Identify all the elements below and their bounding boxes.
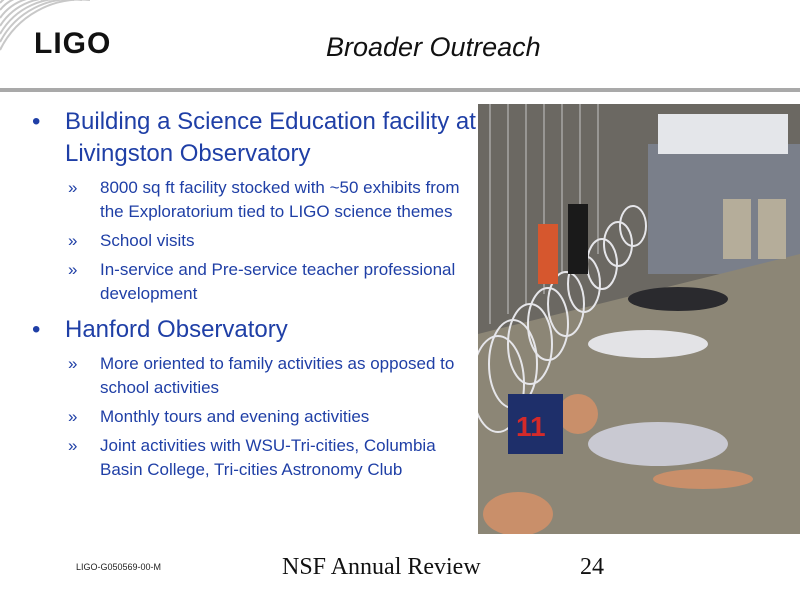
sub-bullet-text: Joint activities with WSU-Tri-cities, Columbia Basin College, Tri-cities Astronomy Club: [100, 436, 436, 479]
sub-bullet-marker-icon: »: [68, 354, 78, 373]
bullet-dot-icon: •: [32, 316, 41, 343]
bullet-item: [30, 106, 480, 170]
document-id: LIGO-G050569-00-M: [76, 562, 162, 572]
sub-bullet-item: [30, 434, 480, 482]
header-divider: [0, 88, 800, 92]
sub-bullet-marker-icon: »: [68, 260, 78, 279]
bullet-item: [30, 314, 480, 346]
bullet-text: Hanford Observatory: [65, 316, 288, 343]
sub-bullet-text: More oriented to family activities as opposed to school activities: [100, 354, 455, 397]
slide-title: Broader Outreach: [326, 32, 541, 62]
sub-bullet-marker-icon: »: [68, 231, 78, 250]
sub-bullet-item: [30, 258, 480, 306]
ligo-logo: LIGO: [34, 27, 112, 60]
sub-bullet-item: [30, 176, 480, 224]
sub-bullet-item: [30, 405, 480, 429]
sub-bullet-text: Monthly tours and evening activities: [100, 407, 370, 426]
sub-bullet-marker-icon: »: [68, 436, 78, 455]
shirt-number: 11: [516, 411, 546, 442]
sub-bullet-item: [30, 352, 480, 400]
sub-bullet-text: In-service and Pre-service teacher professional development: [100, 260, 456, 303]
sub-bullet-item: [30, 229, 480, 253]
bullet-text: Building a Science Education facility at Livingston Observatory: [65, 108, 476, 167]
sub-bullet-marker-icon: »: [68, 178, 78, 197]
sub-bullet-text: School visits: [100, 231, 195, 250]
sub-bullet-marker-icon: »: [68, 407, 78, 426]
page-number: 24: [580, 554, 604, 580]
footer-title: NSF Annual Review: [282, 554, 481, 580]
sub-bullet-text: 8000 sq ft facility stocked with ~50 exhibits from the Exploratorium tied to LIGO science themes: [100, 178, 460, 221]
bullet-list: [30, 106, 480, 487]
outreach-photo: [478, 104, 800, 534]
bullet-dot-icon: •: [32, 108, 41, 135]
